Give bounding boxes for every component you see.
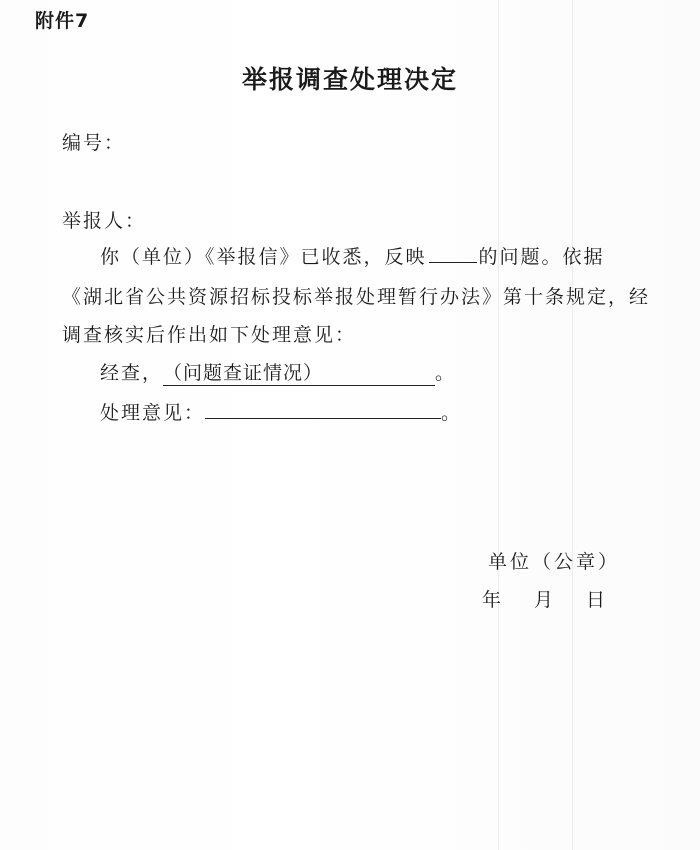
body-line-2: 《湖北省公共资源招标投标举报处理暂行办法》第十条规定，经 <box>62 286 651 308</box>
number-label: 编号： <box>62 132 126 154</box>
body-line-1 <box>100 242 605 269</box>
opinion-line <box>100 398 462 425</box>
opinion-blank <box>205 400 441 419</box>
body-line-3: 调查核实后作出如下处理意见： <box>62 324 357 346</box>
document-title: 举报调查处理决定 <box>241 65 458 94</box>
attachment-label: 附件7 <box>35 10 90 32</box>
date-year: 年 <box>482 589 505 611</box>
findings-label: 经查， <box>100 362 164 384</box>
findings-end: 。 <box>435 362 457 384</box>
issue-blank <box>429 244 477 263</box>
reporter-label: 举报人： <box>62 210 147 232</box>
body-line-1-suffix: 的问题。依据 <box>478 246 605 268</box>
scan-line <box>498 0 499 850</box>
signature-unit: 单位（公章） <box>488 551 621 573</box>
signature-date <box>482 585 608 612</box>
opinion-end: 。 <box>441 402 463 424</box>
opinion-label: 处理意见： <box>100 402 206 424</box>
date-day: 日 <box>586 589 609 611</box>
body-line-1-prefix: 你（单位）《举报信》已收悉，反映 <box>100 246 427 268</box>
date-month: 月 <box>534 589 557 611</box>
findings-line <box>100 358 456 386</box>
findings-hint: （问题查证情况） <box>163 358 435 386</box>
scan-line <box>572 0 573 850</box>
